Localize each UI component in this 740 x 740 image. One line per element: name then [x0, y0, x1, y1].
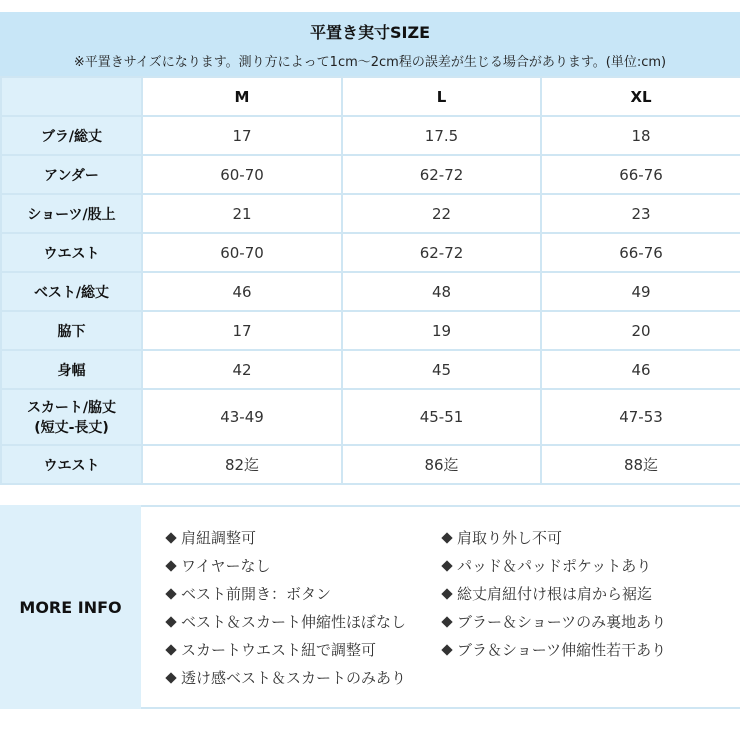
- table-corner-cell: [1, 77, 142, 116]
- info-item: [163, 583, 331, 604]
- info-item-text: 肩取り外し不可: [457, 529, 563, 547]
- row-label: ブラ/総丈: [1, 116, 142, 155]
- diamond-bullet-icon: [441, 644, 452, 655]
- column-header-l: L: [342, 77, 541, 116]
- more-info-section: [0, 505, 740, 709]
- info-item: [439, 611, 666, 632]
- size-note: ※平置きサイズになります。測り方によって1cm～2cm程の誤差が生じる場合があります。(単位:cm): [73, 55, 667, 70]
- cell-xl: 47-53: [541, 389, 740, 445]
- row-label: ウエスト: [1, 233, 142, 272]
- diamond-bullet-icon: [165, 588, 176, 599]
- diamond-bullet-icon: [165, 560, 176, 571]
- cell-m: 42: [142, 350, 342, 389]
- info-item: [439, 639, 666, 660]
- cell-l: 22: [342, 194, 541, 233]
- info-item-text: ベスト前開き：ボタン: [181, 585, 332, 603]
- info-item: [163, 667, 406, 688]
- diamond-bullet-icon: [165, 644, 176, 655]
- info-item-text: 肩紐調整可: [181, 529, 257, 547]
- row-label: 身幅: [1, 350, 142, 389]
- diamond-bullet-icon: [441, 560, 452, 571]
- cell-m: 21: [142, 194, 342, 233]
- size-title: 平置き実寸SIZE: [309, 23, 430, 42]
- row-label: ベスト/総丈: [1, 272, 142, 311]
- diamond-bullet-icon: [441, 532, 452, 543]
- more-info-label: MORE INFO: [19, 597, 122, 617]
- row-label-line1: スカート/脇丈: [26, 400, 117, 416]
- diamond-bullet-icon: [441, 588, 452, 599]
- info-item: [439, 555, 651, 576]
- info-item-text: ベスト＆スカート伸縮性ほぼなし: [181, 613, 407, 631]
- cell-xl: 23: [541, 194, 740, 233]
- size-table: [0, 76, 740, 485]
- cell-l: 17.5: [342, 116, 541, 155]
- cell-l: 19: [342, 311, 541, 350]
- row-label: ショーツ/股上: [1, 194, 142, 233]
- table-row: [1, 233, 740, 272]
- size-header: [0, 12, 740, 76]
- cell-xl: 66-76: [541, 233, 740, 272]
- column-header-xl: XL: [541, 77, 740, 116]
- info-item-text: 総丈肩紐付け根は肩から裾迄: [457, 585, 653, 603]
- diamond-bullet-icon: [165, 532, 176, 543]
- cell-m: 82迄: [142, 445, 342, 484]
- info-item: [163, 611, 406, 632]
- info-item: [163, 639, 376, 660]
- info-item: [163, 527, 256, 548]
- info-item-text: 透け感ベスト＆スカートのみあり: [181, 669, 407, 687]
- cell-l: 62-72: [342, 233, 541, 272]
- cell-l: 45: [342, 350, 541, 389]
- table-row: [1, 350, 740, 389]
- cell-xl: 88迄: [541, 445, 740, 484]
- cell-xl: 49: [541, 272, 740, 311]
- row-label: アンダー: [1, 155, 142, 194]
- row-label: [1, 389, 142, 445]
- cell-m: 17: [142, 116, 342, 155]
- info-item-text: ブラー＆ショーツのみ裏地あり: [457, 613, 667, 631]
- cell-m: 46: [142, 272, 342, 311]
- table-row: [1, 311, 740, 350]
- column-header-m: M: [142, 77, 342, 116]
- more-info-list: [141, 505, 740, 709]
- cell-m: 60-70: [142, 155, 342, 194]
- table-row: [1, 155, 740, 194]
- info-item: [439, 527, 562, 548]
- diamond-bullet-icon: [165, 616, 176, 627]
- row-label: ウエスト: [1, 445, 142, 484]
- cell-xl: 66-76: [541, 155, 740, 194]
- table-row: [1, 116, 740, 155]
- info-item-text: ブラ＆ショーツ伸縮性若干あり: [457, 641, 667, 659]
- info-item: [163, 555, 271, 576]
- info-item-text: ワイヤーなし: [181, 557, 271, 575]
- cell-m: 60-70: [142, 233, 342, 272]
- info-item-text: パッド＆パッドポケットあり: [457, 557, 652, 575]
- row-label: 脇下: [1, 311, 142, 350]
- more-info-label-cell: [0, 505, 141, 709]
- info-item-text: スカートウエスト紐で調整可: [181, 641, 377, 659]
- table-row: [1, 272, 740, 311]
- cell-xl: 20: [541, 311, 740, 350]
- cell-l: 48: [342, 272, 541, 311]
- cell-xl: 18: [541, 116, 740, 155]
- diamond-bullet-icon: [441, 616, 452, 627]
- table-row: [1, 445, 740, 484]
- cell-xl: 46: [541, 350, 740, 389]
- info-item: [439, 583, 652, 604]
- table-row: [1, 194, 740, 233]
- diamond-bullet-icon: [165, 672, 176, 683]
- cell-m: 17: [142, 311, 342, 350]
- row-label-line2: (短丈-長丈): [34, 420, 109, 436]
- table-row: [1, 389, 740, 445]
- cell-l: 45-51: [342, 389, 541, 445]
- cell-l: 86迄: [342, 445, 541, 484]
- cell-m: 43-49: [142, 389, 342, 445]
- size-table-header-row: [1, 77, 740, 116]
- cell-l: 62-72: [342, 155, 541, 194]
